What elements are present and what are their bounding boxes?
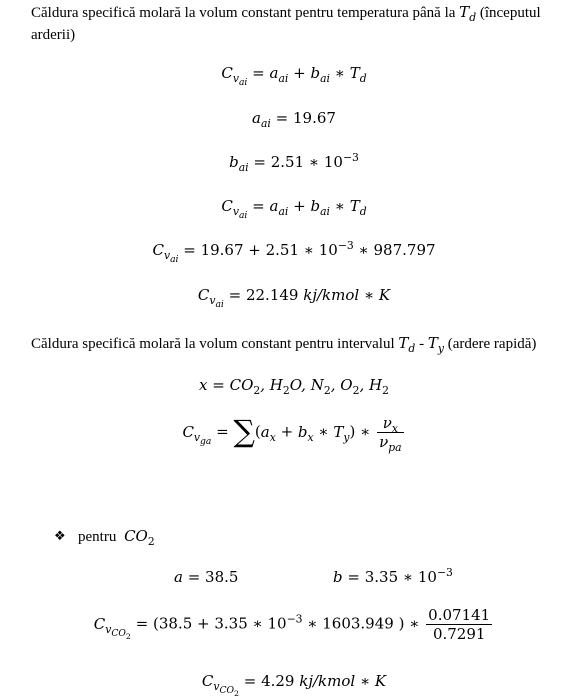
- cv-result: 22.149: [245, 286, 299, 304]
- equation-b-value: $b_{ai} = 2.51$ ∗ $10^{-3}$: [229, 151, 359, 174]
- equation-cv-substitution: $C_{v_{ai}} = 19.67 + 2.51$ ∗ $10^{-3}$ ∗ 987.797: [152, 239, 436, 266]
- nu-fraction: $\frac{\nu_x}{\nu_{pa}}$: [379, 414, 402, 454]
- diamond-star-bullet-icon: ❖: [54, 528, 66, 543]
- equation-cv-sum: $C_{v_{ga}} = \sum(a_x + b_x$ ∗ $T_y$) ∗ $\frac{\nu_x}{\nu_{pa}}$: [182, 414, 402, 454]
- interval-tail: (ardere rapidă): [447, 336, 537, 352]
- unit-label: kj/kmol ∗ K: [303, 286, 391, 304]
- bullet-label: pentru $CO_2$: [78, 527, 155, 548]
- b-exponent: −3: [342, 151, 359, 164]
- equation-cv-definition-repeat: $C_{v_{ai}} = a_{ai} + b_{ai}$ ∗ $T_d$: [221, 197, 367, 222]
- equation-cv-result: $C_{v_{ai}} = 22.149$ kj/kmol ∗ K: [197, 286, 391, 311]
- intro-paragraph-line1: [31, 2, 541, 23]
- co2-fraction: [426, 606, 492, 643]
- co2-numerator: 0.07141: [428, 606, 491, 624]
- intro-tail: (începutul: [479, 5, 541, 21]
- t-value: 987.797: [373, 241, 436, 259]
- co2-a-value: a = 38.5: [174, 568, 239, 586]
- interval-text: Căldura specifică molară la volum constant pentru intervalul: [31, 336, 395, 352]
- intro-paragraph-line2: arderii): [31, 27, 76, 43]
- a-value: 19.67: [293, 109, 336, 127]
- co2-denominator: 0.7291: [432, 625, 486, 643]
- td-symbol: $T_d$: [459, 3, 477, 24]
- equation-a-value: $a_{ai} = 19.67$: [252, 109, 336, 130]
- co2-b-value: b = 3.35 ∗ $10^{-3}$: [333, 566, 453, 586]
- species-list: $x = CO_2$, $H_2O$, $N_2$, $O_2$, $H_2$: [199, 376, 389, 397]
- equation-cv-co2: $C_{v_{CO_2}} = (38.5 + 3.35$ ∗ $10^{-3}$ ∗ 1603.949 ) ∗ $\frac{0.07141}{0.7291}$: [93, 606, 491, 643]
- interval-paragraph: Căldura specifică molară la volum constant pentru intervalul $T_d - T_y$ (ardere rapidă): [31, 334, 537, 355]
- b-value: 2.51: [270, 153, 305, 171]
- equation-cv-co2-result: $C_{v_{CO_2}} = 4.29$ kj/kmol ∗ K: [201, 672, 387, 698]
- equation-cv-definition: $C_{v_{ai}} = a_{ai} + b_{ai}$ ∗ $T_d$: [221, 64, 367, 89]
- sum-symbol: ∑: [233, 414, 255, 450]
- intro-text: Căldura specifică molară la volum constant pentru temperatura până la: [31, 5, 456, 21]
